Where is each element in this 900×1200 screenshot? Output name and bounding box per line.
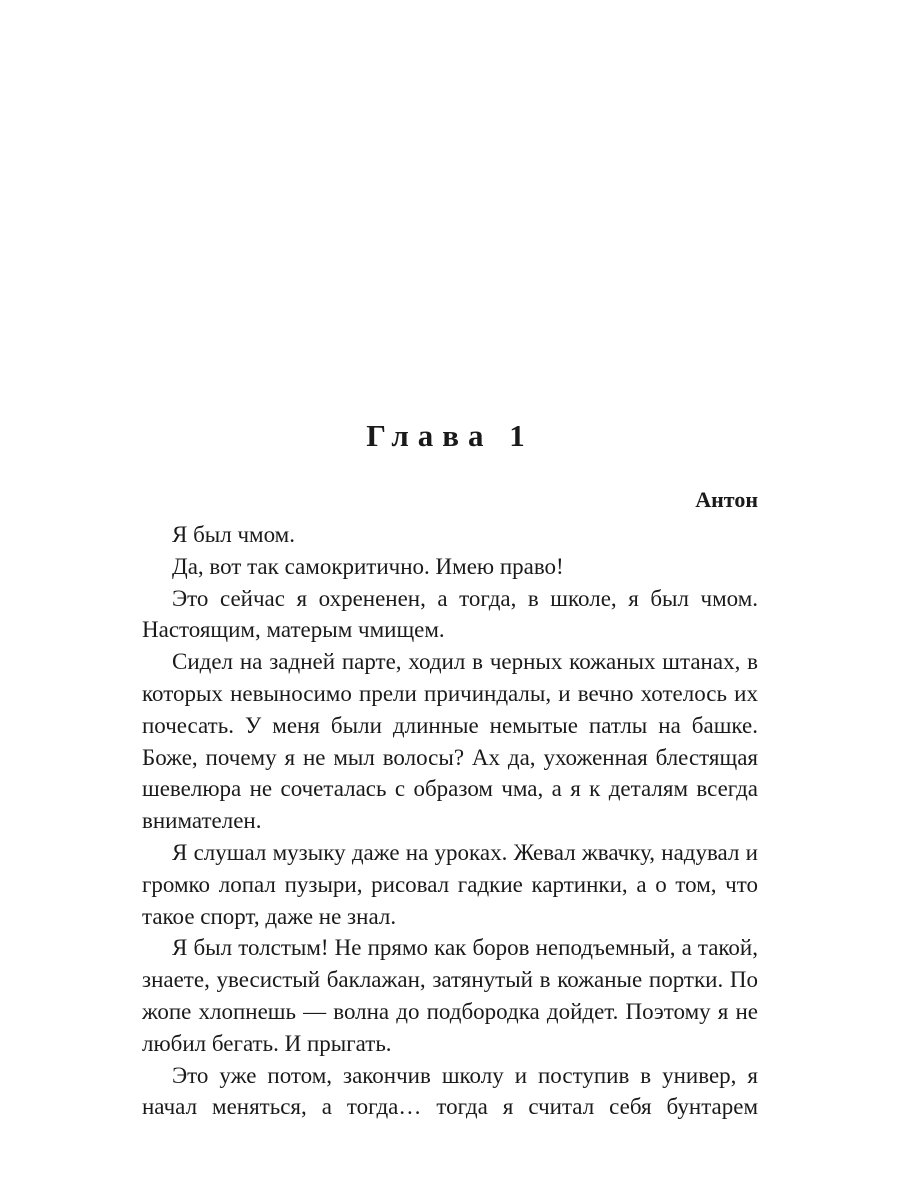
body-text <box>142 519 758 1123</box>
paragraph: Сидел на задней парте, ходил в черных кожаных штанах, в которых невыносимо прели причиндалы, и вечно хотелось их почесать. У меня были длинные немытые патлы на башке. Боже, почему я не мыл волосы? Ах да, ухоженная блестящая шевелюра не сочеталась с образом чма, а я к деталям всегда внимателен. <box>142 649 758 834</box>
paragraph: Это сейчас я охрененен, а тогда, в школе, я был чмом. Настоящим, матерым чмищем. <box>142 585 758 643</box>
paragraph: Я был чмом. <box>172 522 295 547</box>
paragraph: Я был толстым! Не прямо как боров неподъемный, а такой, знаете, увесистый баклажан, затянутый в кожаные портки. По жопе хлопнешь — волна до подбородка дойдет. Поэтому я не любил бегать. И прыгать. <box>142 935 758 1056</box>
paragraph: Это уже потом, закончив школу и поступив в универ, я начал меняться, а тогда… тогда я считал себя бунтарем <box>142 1062 758 1120</box>
narrator-heading: Антон <box>695 487 758 512</box>
paragraph: Я слушал музыку даже на уроках. Жевал жвачку, надувал и громко лопал пузыри, рисовал гадкие картинки, а о том, что такое спорт, даже не знал. <box>142 839 758 929</box>
chapter-title: Глава 1 <box>366 418 534 453</box>
paragraph: Да, вот так самокритично. Имею право! <box>172 553 564 579</box>
